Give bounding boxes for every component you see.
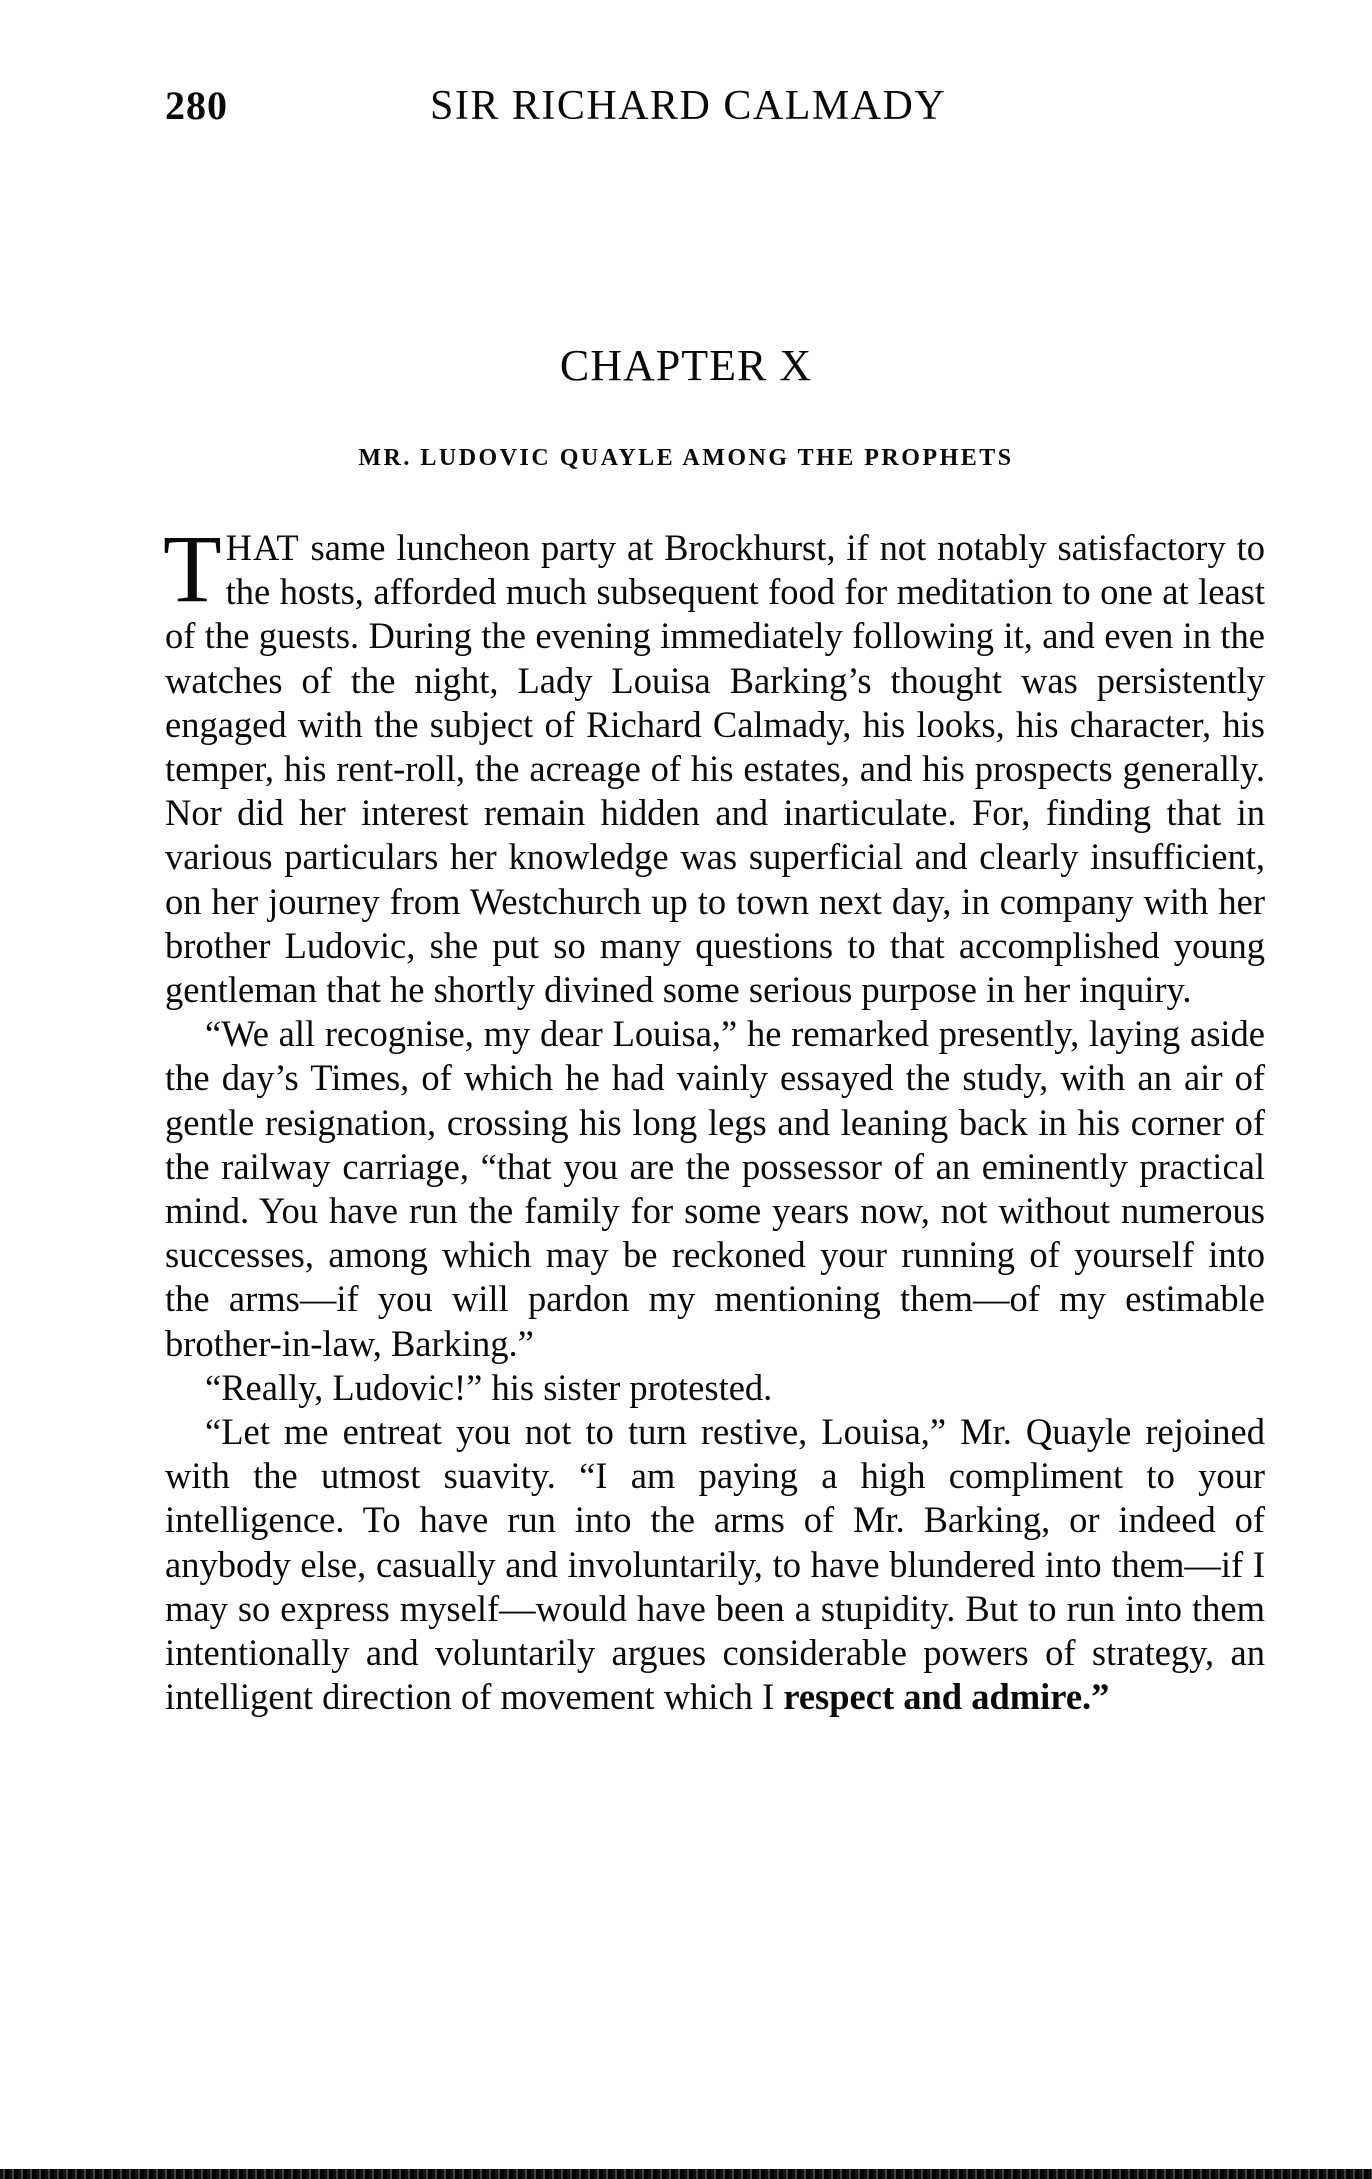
paragraph-4-tail: respect and admire.” xyxy=(783,1676,1110,1718)
drop-cap: T xyxy=(163,515,222,622)
chapter-number: CHAPTER X xyxy=(559,341,813,390)
page-bottom-edge xyxy=(0,2169,1372,2179)
body-text xyxy=(163,515,1265,1719)
chapter-title: MR. LUDOVIC QUAYLE AMONG THE PROPHETS xyxy=(358,445,1014,471)
paragraph-3: “Really, Ludovic!” his sister protested. xyxy=(205,1366,773,1408)
paragraph-1-text: same luncheon party at Brockhurst, if not notably satisfactory to the hosts, afforded much subsequent food for meditation to one at least of the guests. During the evening immediately following it, and even in the watches of the night, Lady Louisa Barking’s thought was persistently engaged with the subject of Richard Calmady, his looks, his character, his temper, his rent-roll, the acreage of his estates, and his prospects generally. Nor did her interest remain hidden and inarticulate. For, finding that in various particulars her knowledge was superficial and clearly insufficient, on her journey from Westchurch up to town next day, in company with her brother Ludovic, she put so many questions to that accomplished young gentleman that he shortly divined some serious purpose in her inquiry. xyxy=(165,527,1265,1011)
paragraph-2: “We all recognise, my dear Louisa,” he remarked presently, laying aside the day’s Times, of which he had vainly essayed the study, with an air of gentle resignation, crossing his long legs and leaning back in his corner of the railway carriage, “that you are the possessor of an eminently practical mind. You have run the family for some years now, not without numerous successes, among which may be reckoned your running of yourself into the arms—if you will pardon my mentioning them—of my estimable brother-in-law, Barking.” xyxy=(165,1013,1265,1364)
paragraph-1 xyxy=(163,515,1265,1012)
paragraph-4 xyxy=(165,1410,1265,1719)
running-title: SIR RICHARD CALMADY xyxy=(430,83,947,129)
paragraph-4-text: “Let me entreat you not to turn restive, Louisa,” Mr. Quayle rejoined with the utmost suavity. “I am paying a high compliment to your intelligence. To have run into the arms of Mr. Barking, or indeed of anybody else, casually and involuntarily, to have blundered into them—if I may so express myself—would have been a stupidity. But to run into them intentionally and voluntarily argues considerable powers of strategy, an intelligent direction of movement which I xyxy=(165,1411,1265,1718)
page-number: 280 xyxy=(165,83,228,128)
lead-caps: HAT xyxy=(225,527,300,568)
running-head xyxy=(165,82,1265,132)
